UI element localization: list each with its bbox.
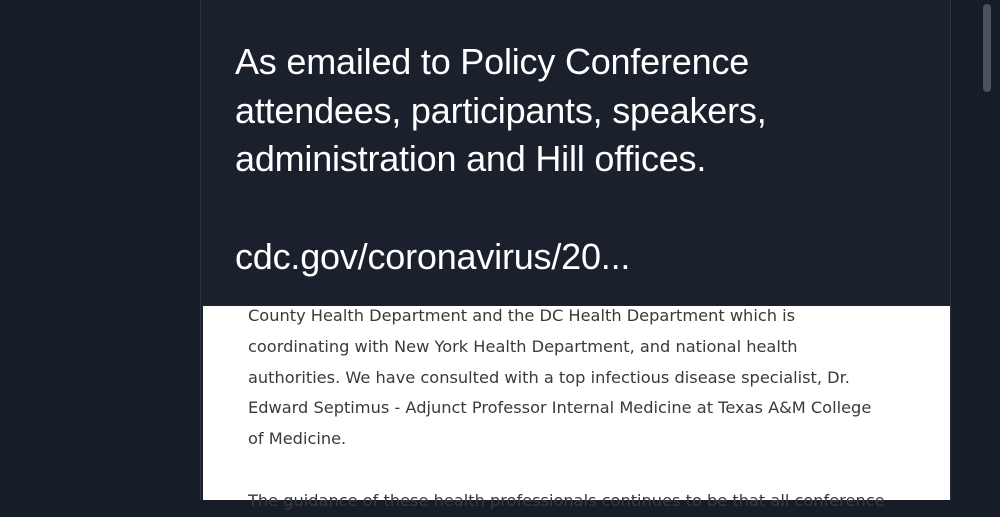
document-line: coordinating with New York Health Department, and national health — [248, 336, 798, 356]
tweet-link[interactable]: cdc.gov/coronavirus/20... — [235, 235, 631, 277]
attached-document-image[interactable] — [203, 306, 950, 510]
document-line: County Health Department and the DC Health Department which is — [248, 306, 796, 325]
tweet-body — [235, 38, 925, 281]
document-line: Edward Septimus - Adjunct Professor Internal Medicine at Texas A&M College — [248, 398, 872, 418]
tweet-text-line: attendees, participants, speakers, — [235, 89, 767, 131]
tweet-text-line: administration and Hill offices. — [235, 138, 707, 179]
scrollbar[interactable] — [978, 0, 1000, 500]
document-line: The guidance of these health professionals continues to be that all conference — [248, 490, 885, 510]
tweet-text-line: As emailed to Policy Conference — [235, 41, 750, 82]
scrollbar-thumb[interactable] — [983, 4, 991, 92]
document-line: of Medicine. — [248, 429, 347, 449]
document-text — [248, 301, 908, 517]
document-line: authorities. We have consulted with a top infectious disease specialist, Dr. — [248, 367, 850, 387]
